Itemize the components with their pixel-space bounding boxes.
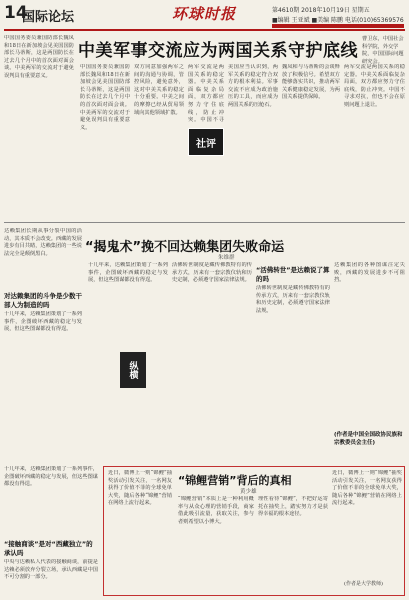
middle-column-a: 十几年来，达赖集团策划了一系列事件，企图破坏西藏的稳定与发展，但这些图谋都没有得逞。 — [88, 262, 168, 284]
lead-side-note: 曹卫东，中国社会科学院，外交学院，中国国际问题研究会。 — [362, 36, 404, 65]
bottom-left-body: 中央与达赖私人代表的接触商谈，前提是达赖必须放弃分裂立场，承认西藏是中国不可分割的一部分。 — [4, 559, 98, 581]
left-column-text: 中国国务委员兼国防部长魏凤和18日在新加坡会见美国国防部长马蒂斯，这是两国防长在过去几个月中的首次面对面会谈。中美两军的交流对于避免误判具有重要意义。 — [4, 35, 74, 79]
boxed-column-4: 近日，微博上一则“锦鲤”抽奖活动引发关注，一名网友获得了价值不菲的全球免单大奖，随后各种“锦鲤”营销在网络上流行起来。 — [332, 470, 402, 507]
bottom-left-subhead: “接触商谈”是对“西藏独立”的承认吗 — [4, 540, 93, 557]
middle-subhead-b: “活佛转世”是达赖说了算的吗 — [256, 266, 330, 283]
lead-column-2: 双方同意加强两军之间的沟通与协调，管控风险，避免意外，这对中美关系的稳定十分重要。中美之间的摩擦已经从贸易领域向其他领域扩散。 — [134, 64, 184, 116]
middle-author: 朱维群 — [218, 255, 235, 261]
middle-left-intro: 达赖集团长期从事分裂中国的活动，其本质不会改变。西藏的发展进步有目共睹，达赖集团的一些说法完全是颠倒黑白。 — [4, 228, 82, 257]
masthead-logo: 环球时报 — [172, 5, 237, 23]
boxed-headline: “锦鲤营销”背后的真相 — [178, 474, 292, 487]
page-header — [4, 3, 405, 31]
middle-left-column — [4, 228, 82, 458]
middle-end-note: (作者是中国全国政协民族和宗教委员会主任) — [334, 432, 403, 446]
bottom-left-intro: 十几年来，达赖集团策划了一系列事件，企图破坏西藏的稳定与发展，但这些图谋都没有得逞。 — [4, 466, 98, 488]
lead-column-5: 魏凤和与马蒂斯的会谈释放了积极信号。希望双方能够落实共识，推动两军关系健康稳定发展，为两国关系提供保障。 — [282, 64, 340, 101]
middle-column-d — [334, 262, 405, 458]
middle-headline: “揭鬼术”挽不回达赖集团失败命运 — [85, 240, 285, 255]
header-accent-bar — [272, 24, 404, 28]
boxed-author: 黄少雄 — [240, 489, 257, 495]
lead-column-4: 美国应当认识到，两军关系的稳定符合双方的根本利益。军事交流不应成为政治施压的工具，而应成为两国关系的压舱石。 — [228, 64, 278, 108]
column-badge: 纵横 — [120, 352, 146, 388]
boxed-column-3: 理性看待“锦鲤”，不把好运寄托在抽奖上，踏实努力才是获得幸福的根本途径。 — [258, 496, 328, 518]
lead-headline: 中美军事交流应为两国关系守护底线 — [78, 41, 358, 61]
bottom-left-article — [4, 466, 98, 596]
issue-line: 第4610期 2018年10月19日 星期五 — [272, 7, 370, 14]
boxed-column-2: “锦鲤营销”本质上是一种利用概率与从众心理的营销手段，商家借此吸引流量，获取关注，参与者则希望以小博大。 — [178, 496, 254, 525]
section-title: 国际论坛 — [22, 10, 75, 25]
left-column — [4, 35, 74, 215]
boxed-end-note: (作者是大学教师) — [344, 581, 383, 587]
middle-column-b: 活佛转世制度是藏传佛教特有的传承方式，历来有一套宗教仪轨和历史定制，必须遵守国家法律法规。 — [172, 262, 252, 284]
middle-column-c-body: 活佛转世制度是藏传佛教特有的传承方式，历来有一套宗教仪轨和历史定制，必须遵守国家法律法规。 — [256, 285, 330, 314]
middle-column-d-body: 达赖集团的各种图谋注定失败，西藏的发展进步不可阻挡。 — [334, 262, 405, 284]
editorial-badge: 社评 — [188, 128, 224, 156]
middle-column-c — [256, 262, 330, 458]
section-divider — [4, 222, 405, 223]
middle-left-subhead: 对达赖集团的斗争是少数干部人为制造的吗 — [4, 292, 82, 309]
lead-column-6: 两军交流是两国关系的稳定器。中美关系面临复杂局面，双方都应努力守住底线，防止冲突。中国不寻求对抗，但也不会在原则问题上退让。 — [344, 64, 405, 108]
boxed-column-1: 近日，微博上一则“锦鲤”抽奖活动引发关注，一名网友获得了价值不菲的全球免单大奖，随后各种“锦鲤”营销在网络上流行起来。 — [108, 470, 172, 507]
lead-column-3: 两军交流是两国关系的稳定器。中美关系面临复杂局面，双方都应努力守住底线，防止冲突。中国不寻 — [188, 64, 224, 124]
editors-line: ■编辑 王亚斌 ■美编 陈鹏 电话(010)65369576 — [272, 17, 404, 24]
middle-left-body: 十几年来，达赖集团策划了一系列事件，企图破坏西藏的稳定与发展，但这些图谋都没有得逞。 — [4, 311, 82, 333]
page-number: 14 — [4, 3, 28, 23]
lead-column-1: 中国国务委员兼国防部长魏凤和18日在新加坡会见美国国防部长马蒂斯，这是两国防长在过去几个月中的首次面对面会谈。中美两军的交流对于避免误判具有重要意义。 — [80, 64, 130, 131]
